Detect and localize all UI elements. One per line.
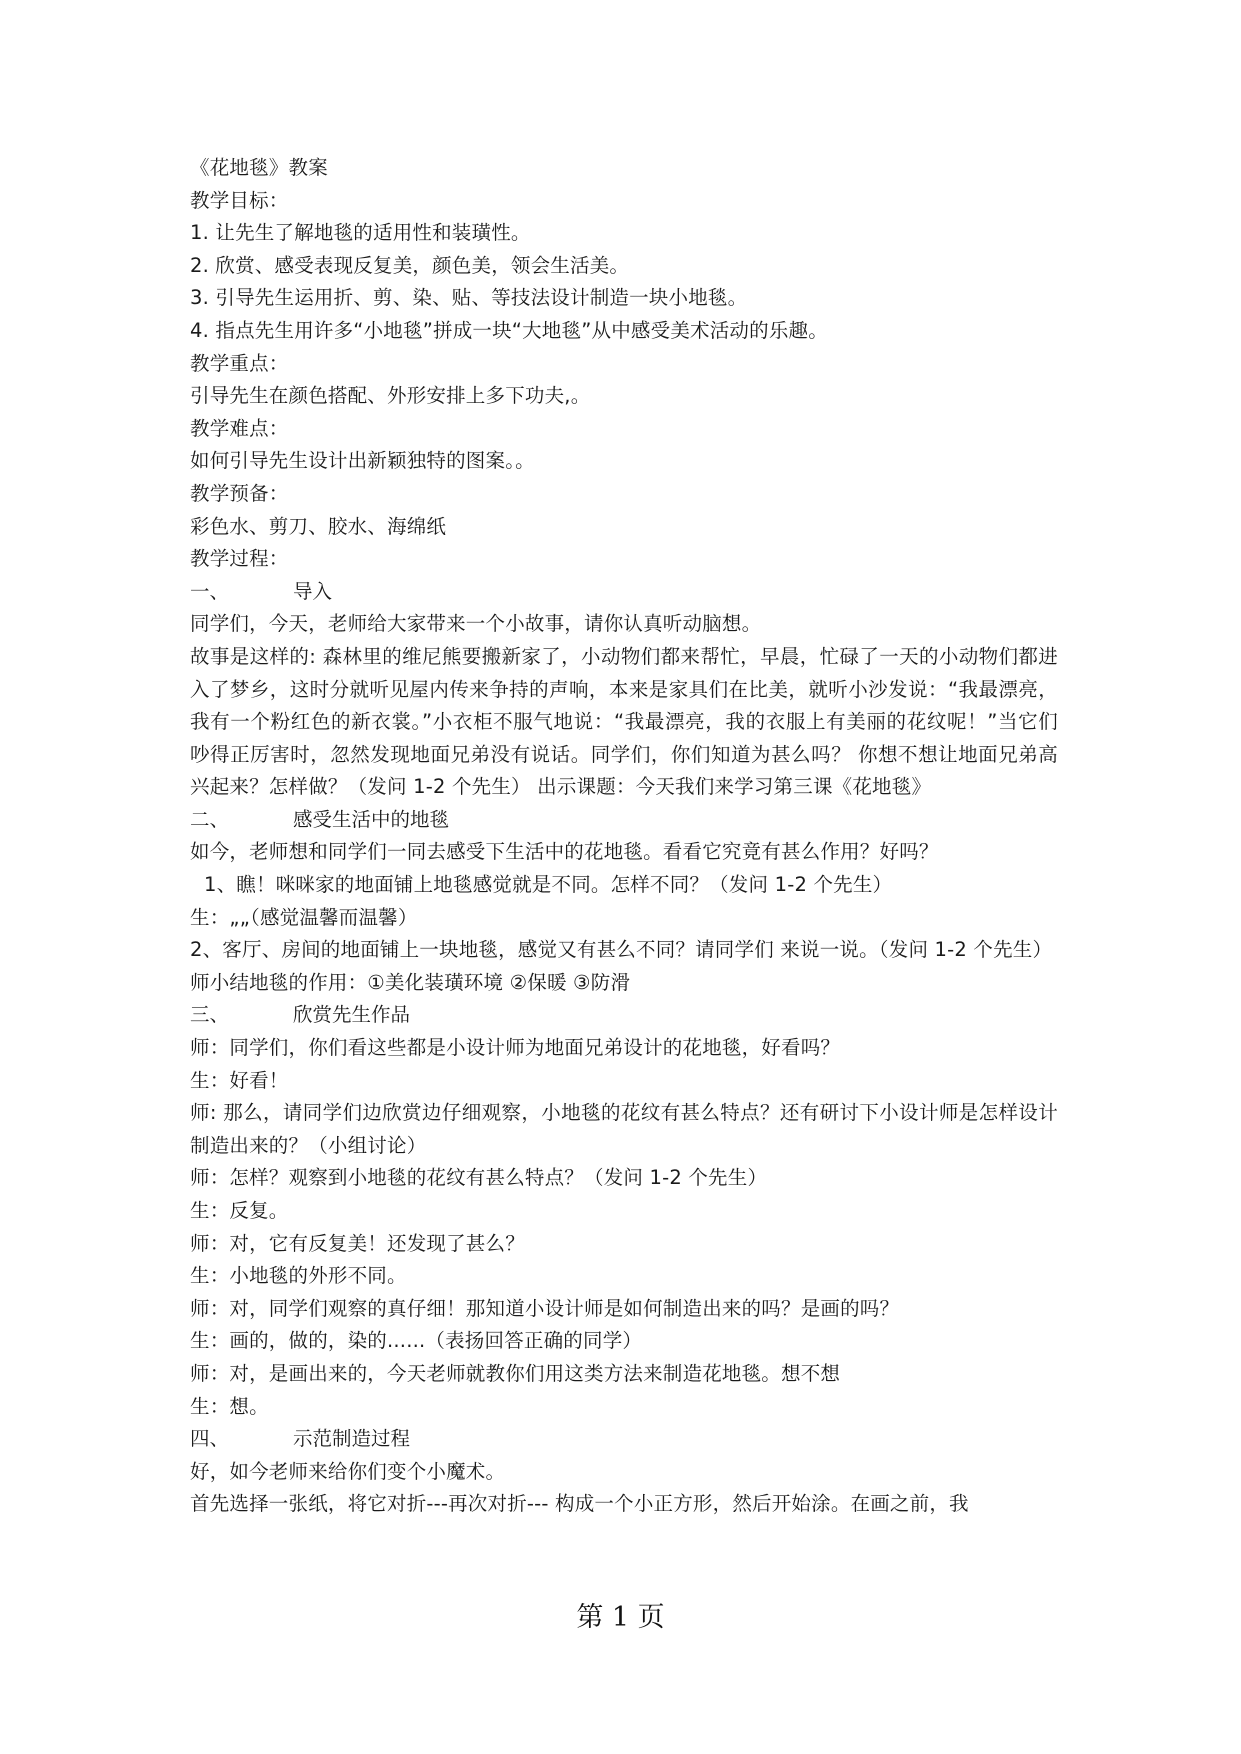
- difficulty-heading: 教学难点：: [190, 416, 289, 440]
- document-body: [190, 152, 1058, 1521]
- key-points-text: 引导先生在颜色搭配、外形安排上多下功夫,。: [190, 384, 591, 408]
- paragraph: 好，如今老师来给你们变个小魔术。: [190, 1459, 506, 1483]
- paragraph: 师：对，它有反复美！还发现了甚么？: [190, 1231, 525, 1255]
- paragraph: 师: 那么，请同学们边欣赏边仔细观察，小地毯的花纹有甚么特点？还有研讨下小设计师是怎样设计制造出来的？（小组讨论）: [190, 1101, 1058, 1157]
- section-heading-3: [190, 999, 1058, 1032]
- goal-item-2: 2. 欣赏、感受表现反复美，颜色美，领会生活美。: [190, 253, 630, 277]
- difficulty-text: 如何引导先生设计出新颖独特的图案。。: [190, 449, 535, 473]
- goal-item-1: 1. 让先生了解地毯的适用性和装璜性。: [190, 221, 531, 245]
- section-heading-2: [190, 804, 1058, 837]
- goal-item-4: 4. 指点先生用许多“小地毯”拼成一块“大地毯”从中感受美术活动的乐趣。: [190, 318, 828, 342]
- section-title: 感受生活中的地毯: [293, 807, 450, 831]
- paragraph: 师：同学们，你们看这些都是小设计师为地面兄弟设计的花地毯，好看吗？: [190, 1036, 841, 1060]
- paragraph: 如今，老师想和同学们一同去感受下生活中的花地毯。看看它究竟有甚么作用？好吗？: [190, 840, 939, 864]
- section-heading-4: [190, 1423, 1058, 1456]
- paragraph: 师小结地毯的作用：①美化装璜环境 ②保暖 ③防滑: [190, 970, 631, 994]
- section-number: 一、: [190, 579, 230, 603]
- process-heading: 教学过程：: [190, 547, 289, 571]
- page-number: 第 1 页: [576, 1602, 665, 1633]
- preparation-heading: 教学预备：: [190, 481, 289, 505]
- preparation-text: 彩色水、剪刀、胶水、海绵纸: [190, 514, 447, 538]
- paragraph: 师：对，是画出来的，今天老师就教你们用这类方法来制造花地毯。想不想: [190, 1361, 841, 1385]
- section-number: 四、: [190, 1427, 230, 1451]
- paragraph: 1、瞧！咪咪家的地面铺上地毯感觉就是不同。怎样不同？（发问 1-2 个先生）: [204, 873, 893, 897]
- paragraph: 生：好看！: [190, 1068, 289, 1092]
- paragraph: 生：„„（感觉温馨而温馨）: [190, 905, 418, 929]
- paragraph: 2、客厅、房间的地面铺上一块地毯，感觉又有甚么不同？请同学们 来说一说。（发问 1-2 个先生）: [190, 938, 1053, 962]
- document-title: 《花地毯》教案: [190, 156, 328, 179]
- paragraph: 生：反复。: [190, 1199, 289, 1222]
- section-title: 导入: [293, 579, 333, 603]
- paragraph: 生：画的，做的，染的......（表扬回答正确的同学）: [190, 1329, 643, 1353]
- paragraph: 同学们，今天，老师给大家带来一个小故事，请你认真听动脑想。: [190, 612, 762, 636]
- section-number: 三、: [190, 1003, 230, 1027]
- story-paragraph: 故事是这样的: 森林里的维尼熊要搬新家了，小动物们都来帮忙，早晨，忙碌了一天的小动物们都进入了梦乡，这时分就听见屋内传来争持的声响，本来是家具们在比美，就听小沙发说：“我最漂亮，我有一个粉红色的新衣裳。”小衣柜不服气地说：“我最漂亮，我的衣服上有美丽的花纹呢！”当它们吵得正厉害时，忽然发现地面兄弟没有说话。同学们，你们知道为甚么吗？ 你想不想让地面兄弟高兴起来？怎样做？（发问 1-2 个先生） 出示课题：今天我们来学习第三课《花地毯》: [190, 644, 1058, 799]
- section-title: 示范制造过程: [293, 1427, 411, 1451]
- goal-item-3: 3. 引导先生运用折、剪、染、贴、等技法设计制造一块小地毯。: [190, 286, 748, 310]
- section-heading-1: [190, 576, 1058, 609]
- paragraph: 师：怎样？观察到小地毯的花纹有甚么特点？（发问 1-2 个先生）: [190, 1166, 768, 1190]
- paragraph: 首先选择一张纸，将它对折---再次对折--- 构成一个小正方形，然后开始涂。在画之前，我: [190, 1492, 969, 1516]
- section-title: 欣赏先生作品: [293, 1003, 411, 1027]
- paragraph: 生：小地毯的外形不同。: [190, 1264, 407, 1288]
- paragraph: 生：想。: [190, 1394, 269, 1418]
- section-number: 二、: [190, 807, 230, 831]
- key-points-heading: 教学重点：: [190, 351, 289, 375]
- paragraph: 师：对，同学们观察的真仔细！那知道小设计师是如何制造出来的吗？是画的吗？: [190, 1296, 900, 1320]
- goals-heading: 教学目标：: [190, 188, 289, 212]
